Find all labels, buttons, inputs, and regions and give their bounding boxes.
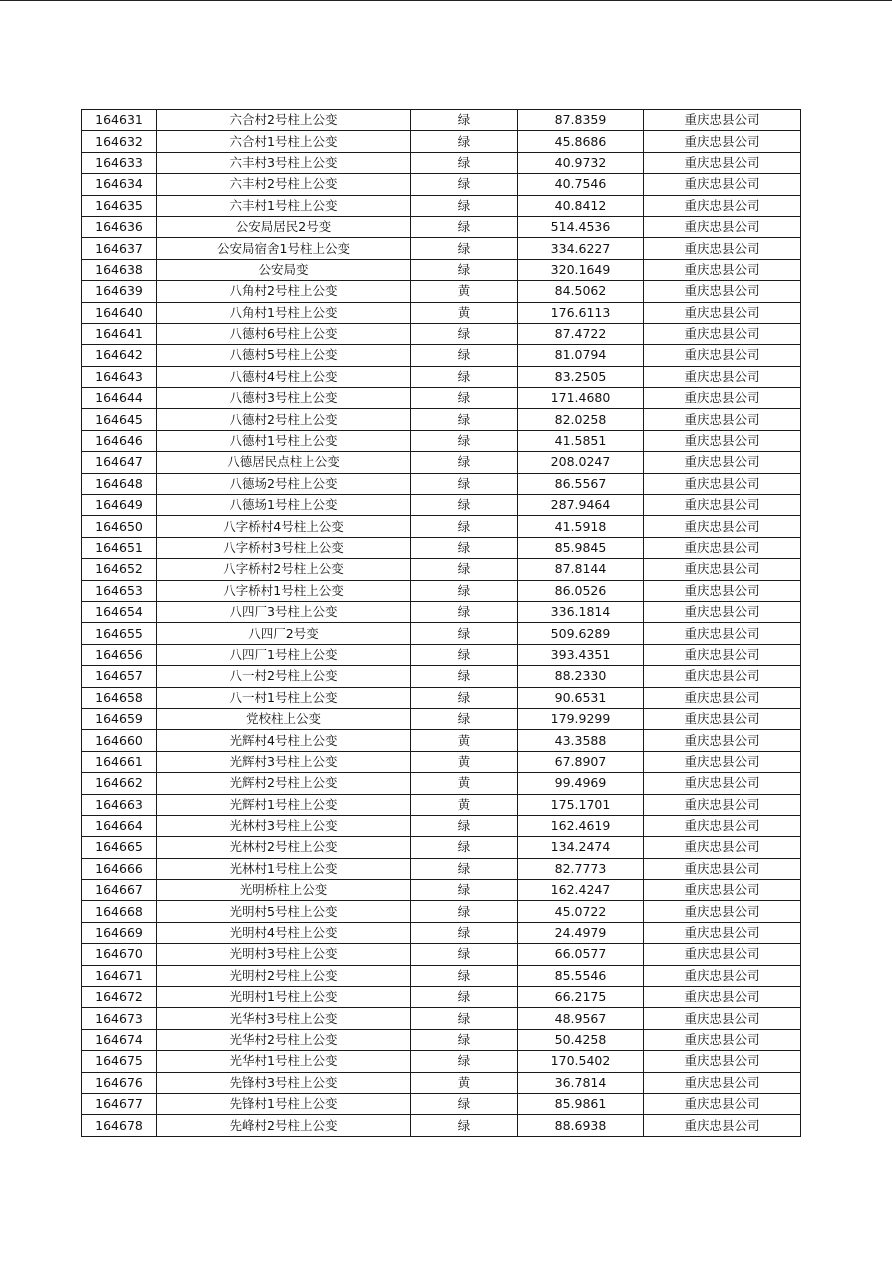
value-cell: 320.1649 [518,259,644,280]
table-row [82,1008,801,1029]
row-id-cell: 164677 [82,1093,157,1114]
transformer-name-cell: 六丰村3号柱上公变 [157,152,411,173]
transformer-name-cell: 八字桥村2号柱上公变 [157,559,411,580]
value-cell: 66.2175 [518,987,644,1008]
company-cell: 重庆忠县公司 [644,537,801,558]
transformer-name-cell: 八四厂1号柱上公变 [157,644,411,665]
company-cell: 重庆忠县公司 [644,345,801,366]
value-cell: 175.1701 [518,794,644,815]
value-cell: 67.8907 [518,751,644,772]
transformer-name-cell: 光林村3号柱上公变 [157,815,411,836]
row-id-cell: 164676 [82,1072,157,1093]
transformer-name-cell: 八德村4号柱上公变 [157,366,411,387]
value-cell: 85.9861 [518,1093,644,1114]
value-cell: 208.0247 [518,452,644,473]
table-row [82,794,801,815]
row-id-cell: 164664 [82,815,157,836]
status-cell: 绿 [411,110,518,131]
transformer-name-cell: 八一村1号柱上公变 [157,687,411,708]
table-row [82,708,801,729]
table-row [82,495,801,516]
row-id-cell: 164636 [82,216,157,237]
table-row [82,152,801,173]
row-id-cell: 164635 [82,195,157,216]
status-cell: 绿 [411,195,518,216]
table-row [82,430,801,451]
value-cell: 171.4680 [518,388,644,409]
value-cell: 90.6531 [518,687,644,708]
table-row [82,965,801,986]
row-id-cell: 164641 [82,323,157,344]
company-cell: 重庆忠县公司 [644,259,801,280]
row-id-cell: 164667 [82,880,157,901]
row-id-cell: 164675 [82,1051,157,1072]
transformer-name-cell: 八角村1号柱上公变 [157,302,411,323]
company-cell: 重庆忠县公司 [644,1072,801,1093]
company-cell: 重庆忠县公司 [644,1051,801,1072]
table-row [82,987,801,1008]
status-cell: 黄 [411,302,518,323]
value-cell: 179.9299 [518,708,644,729]
table-row [82,238,801,259]
table-row [82,559,801,580]
status-cell: 绿 [411,987,518,1008]
table-row [82,944,801,965]
value-cell: 40.8412 [518,195,644,216]
status-cell: 绿 [411,559,518,580]
table-row [82,773,801,794]
table-row [82,216,801,237]
status-cell: 绿 [411,430,518,451]
row-id-cell: 164645 [82,409,157,430]
status-cell: 绿 [411,580,518,601]
company-cell: 重庆忠县公司 [644,730,801,751]
company-cell: 重庆忠县公司 [644,409,801,430]
transformer-name-cell: 六合村2号柱上公变 [157,110,411,131]
company-cell: 重庆忠县公司 [644,901,801,922]
row-id-cell: 164668 [82,901,157,922]
table-row [82,901,801,922]
value-cell: 87.8144 [518,559,644,580]
transformer-name-cell: 光华村3号柱上公变 [157,1008,411,1029]
company-cell: 重庆忠县公司 [644,922,801,943]
status-cell: 绿 [411,1008,518,1029]
row-id-cell: 164652 [82,559,157,580]
table-row [82,858,801,879]
table-row [82,687,801,708]
value-cell: 41.5851 [518,430,644,451]
table-row [82,751,801,772]
value-cell: 45.0722 [518,901,644,922]
transformer-name-cell: 先峰村2号柱上公变 [157,1115,411,1136]
transformer-name-cell: 光华村1号柱上公变 [157,1051,411,1072]
status-cell: 绿 [411,901,518,922]
row-id-cell: 164633 [82,152,157,173]
company-cell: 重庆忠县公司 [644,987,801,1008]
value-cell: 45.8686 [518,131,644,152]
table-row [82,409,801,430]
transformer-name-cell: 八德村5号柱上公变 [157,345,411,366]
transformer-name-cell: 八四厂3号柱上公变 [157,601,411,622]
table-body [82,110,801,1137]
table-row [82,1115,801,1136]
status-cell: 绿 [411,644,518,665]
row-id-cell: 164637 [82,238,157,259]
value-cell: 82.7773 [518,858,644,879]
table-row [82,601,801,622]
company-cell: 重庆忠县公司 [644,1029,801,1050]
row-id-cell: 164654 [82,601,157,622]
value-cell: 85.9845 [518,537,644,558]
transformer-name-cell: 八德村6号柱上公变 [157,323,411,344]
company-cell: 重庆忠县公司 [644,430,801,451]
table-row [82,174,801,195]
status-cell: 绿 [411,152,518,173]
status-cell: 绿 [411,131,518,152]
transformer-name-cell: 先锋村3号柱上公变 [157,1072,411,1093]
company-cell: 重庆忠县公司 [644,837,801,858]
transformer-name-cell: 八字桥村3号柱上公变 [157,537,411,558]
row-id-cell: 164660 [82,730,157,751]
company-cell: 重庆忠县公司 [644,174,801,195]
transformer-name-cell: 光林村1号柱上公变 [157,858,411,879]
status-cell: 绿 [411,388,518,409]
transformer-name-cell: 光明村3号柱上公变 [157,944,411,965]
transformer-name-cell: 八字桥村1号柱上公变 [157,580,411,601]
row-id-cell: 164651 [82,537,157,558]
status-cell: 绿 [411,537,518,558]
transformer-name-cell: 六丰村2号柱上公变 [157,174,411,195]
company-cell: 重庆忠县公司 [644,452,801,473]
row-id-cell: 164678 [82,1115,157,1136]
table-row [82,537,801,558]
table-row [82,110,801,131]
company-cell: 重庆忠县公司 [644,1115,801,1136]
value-cell: 162.4247 [518,880,644,901]
value-cell: 24.4979 [518,922,644,943]
table-row [82,1072,801,1093]
transformer-name-cell: 光明村1号柱上公变 [157,987,411,1008]
company-cell: 重庆忠县公司 [644,773,801,794]
transformer-name-cell: 光辉村1号柱上公变 [157,794,411,815]
row-id-cell: 164661 [82,751,157,772]
value-cell: 99.4969 [518,773,644,794]
value-cell: 81.0794 [518,345,644,366]
row-id-cell: 164648 [82,473,157,494]
company-cell: 重庆忠县公司 [644,110,801,131]
value-cell: 514.4536 [518,216,644,237]
company-cell: 重庆忠县公司 [644,858,801,879]
transformer-table [81,109,801,1137]
company-cell: 重庆忠县公司 [644,644,801,665]
company-cell: 重庆忠县公司 [644,516,801,537]
transformer-name-cell: 光明村4号柱上公变 [157,922,411,943]
row-id-cell: 164657 [82,666,157,687]
status-cell: 黄 [411,794,518,815]
value-cell: 162.4619 [518,815,644,836]
status-cell: 绿 [411,216,518,237]
row-id-cell: 164640 [82,302,157,323]
value-cell: 82.0258 [518,409,644,430]
transformer-name-cell: 光华村2号柱上公变 [157,1029,411,1050]
company-cell: 重庆忠县公司 [644,580,801,601]
row-id-cell: 164647 [82,452,157,473]
table-row [82,880,801,901]
status-cell: 绿 [411,1029,518,1050]
status-cell: 绿 [411,473,518,494]
transformer-name-cell: 光明村2号柱上公变 [157,965,411,986]
table-row [82,1029,801,1050]
row-id-cell: 164639 [82,281,157,302]
company-cell: 重庆忠县公司 [644,601,801,622]
company-cell: 重庆忠县公司 [644,708,801,729]
row-id-cell: 164665 [82,837,157,858]
status-cell: 黄 [411,773,518,794]
transformer-name-cell: 八德村3号柱上公变 [157,388,411,409]
status-cell: 黄 [411,281,518,302]
value-cell: 87.8359 [518,110,644,131]
value-cell: 48.9567 [518,1008,644,1029]
table-row [82,730,801,751]
transformer-name-cell: 八字桥村4号柱上公变 [157,516,411,537]
value-cell: 50.4258 [518,1029,644,1050]
company-cell: 重庆忠县公司 [644,815,801,836]
value-cell: 84.5062 [518,281,644,302]
row-id-cell: 164666 [82,858,157,879]
status-cell: 绿 [411,687,518,708]
transformer-name-cell: 八德居民点柱上公变 [157,452,411,473]
status-cell: 绿 [411,1093,518,1114]
value-cell: 87.4722 [518,323,644,344]
value-cell: 66.0577 [518,944,644,965]
row-id-cell: 164656 [82,644,157,665]
status-cell: 绿 [411,922,518,943]
table-row [82,302,801,323]
company-cell: 重庆忠县公司 [644,388,801,409]
table-row [82,195,801,216]
row-id-cell: 164653 [82,580,157,601]
transformer-name-cell: 公安局居民2号变 [157,216,411,237]
value-cell: 88.2330 [518,666,644,687]
table-row [82,473,801,494]
row-id-cell: 164646 [82,430,157,451]
table-row [82,366,801,387]
row-id-cell: 164634 [82,174,157,195]
table-row [82,1093,801,1114]
status-cell: 绿 [411,858,518,879]
company-cell: 重庆忠县公司 [644,302,801,323]
company-cell: 重庆忠县公司 [644,323,801,344]
value-cell: 85.5546 [518,965,644,986]
company-cell: 重庆忠县公司 [644,131,801,152]
company-cell: 重庆忠县公司 [644,687,801,708]
value-cell: 134.2474 [518,837,644,858]
value-cell: 40.9732 [518,152,644,173]
status-cell: 绿 [411,666,518,687]
value-cell: 393.4351 [518,644,644,665]
transformer-name-cell: 光辉村2号柱上公变 [157,773,411,794]
status-cell: 绿 [411,708,518,729]
status-cell: 绿 [411,174,518,195]
status-cell: 绿 [411,516,518,537]
row-id-cell: 164671 [82,965,157,986]
row-id-cell: 164670 [82,944,157,965]
company-cell: 重庆忠县公司 [644,1093,801,1114]
transformer-name-cell: 公安局变 [157,259,411,280]
company-cell: 重庆忠县公司 [644,666,801,687]
transformer-name-cell: 光辉村3号柱上公变 [157,751,411,772]
row-id-cell: 164662 [82,773,157,794]
transformer-name-cell: 八角村2号柱上公变 [157,281,411,302]
status-cell: 绿 [411,495,518,516]
row-id-cell: 164642 [82,345,157,366]
value-cell: 509.6289 [518,623,644,644]
row-id-cell: 164638 [82,259,157,280]
value-cell: 41.5918 [518,516,644,537]
row-id-cell: 164659 [82,708,157,729]
value-cell: 88.6938 [518,1115,644,1136]
status-cell: 黄 [411,1072,518,1093]
row-id-cell: 164663 [82,794,157,815]
transformer-name-cell: 先锋村1号柱上公变 [157,1093,411,1114]
status-cell: 绿 [411,323,518,344]
company-cell: 重庆忠县公司 [644,473,801,494]
row-id-cell: 164672 [82,987,157,1008]
transformer-name-cell: 八德场2号柱上公变 [157,473,411,494]
table-row [82,666,801,687]
document-page [0,1,892,1262]
value-cell: 36.7814 [518,1072,644,1093]
transformer-name-cell: 六合村1号柱上公变 [157,131,411,152]
company-cell: 重庆忠县公司 [644,880,801,901]
company-cell: 重庆忠县公司 [644,281,801,302]
company-cell: 重庆忠县公司 [644,623,801,644]
company-cell: 重庆忠县公司 [644,944,801,965]
status-cell: 绿 [411,837,518,858]
table-row [82,815,801,836]
value-cell: 287.9464 [518,495,644,516]
row-id-cell: 164650 [82,516,157,537]
table-row [82,131,801,152]
status-cell: 绿 [411,238,518,259]
company-cell: 重庆忠县公司 [644,965,801,986]
status-cell: 黄 [411,730,518,751]
table-row [82,623,801,644]
transformer-name-cell: 八德村1号柱上公变 [157,430,411,451]
transformer-name-cell: 光林村2号柱上公变 [157,837,411,858]
transformer-name-cell: 六丰村1号柱上公变 [157,195,411,216]
transformer-name-cell: 公安局宿舍1号柱上公变 [157,238,411,259]
transformer-name-cell: 八一村2号柱上公变 [157,666,411,687]
status-cell: 绿 [411,601,518,622]
transformer-name-cell: 光明村5号柱上公变 [157,901,411,922]
table-row [82,922,801,943]
value-cell: 336.1814 [518,601,644,622]
status-cell: 绿 [411,815,518,836]
row-id-cell: 164649 [82,495,157,516]
status-cell: 绿 [411,366,518,387]
status-cell: 绿 [411,452,518,473]
status-cell: 绿 [411,965,518,986]
row-id-cell: 164644 [82,388,157,409]
company-cell: 重庆忠县公司 [644,559,801,580]
value-cell: 176.6113 [518,302,644,323]
status-cell: 绿 [411,345,518,366]
table-row [82,580,801,601]
status-cell: 绿 [411,880,518,901]
value-cell: 86.0526 [518,580,644,601]
company-cell: 重庆忠县公司 [644,794,801,815]
company-cell: 重庆忠县公司 [644,495,801,516]
transformer-name-cell: 八四厂2号变 [157,623,411,644]
table-row [82,452,801,473]
table-row [82,837,801,858]
value-cell: 86.5567 [518,473,644,494]
transformer-name-cell: 光辉村4号柱上公变 [157,730,411,751]
table-row [82,345,801,366]
status-cell: 绿 [411,623,518,644]
transformer-name-cell: 八德村2号柱上公变 [157,409,411,430]
value-cell: 334.6227 [518,238,644,259]
company-cell: 重庆忠县公司 [644,216,801,237]
row-id-cell: 164673 [82,1008,157,1029]
table-row [82,516,801,537]
table-row [82,1051,801,1072]
row-id-cell: 164632 [82,131,157,152]
value-cell: 43.3588 [518,730,644,751]
status-cell: 绿 [411,944,518,965]
company-cell: 重庆忠县公司 [644,195,801,216]
row-id-cell: 164674 [82,1029,157,1050]
value-cell: 40.7546 [518,174,644,195]
status-cell: 黄 [411,751,518,772]
status-cell: 绿 [411,409,518,430]
row-id-cell: 164655 [82,623,157,644]
row-id-cell: 164643 [82,366,157,387]
company-cell: 重庆忠县公司 [644,152,801,173]
status-cell: 绿 [411,259,518,280]
company-cell: 重庆忠县公司 [644,1008,801,1029]
status-cell: 绿 [411,1115,518,1136]
transformer-name-cell: 党校柱上公变 [157,708,411,729]
transformer-name-cell: 光明桥柱上公变 [157,880,411,901]
table-row [82,323,801,344]
table-row [82,259,801,280]
table-row [82,644,801,665]
transformer-name-cell: 八德场1号柱上公变 [157,495,411,516]
status-cell: 绿 [411,1051,518,1072]
company-cell: 重庆忠县公司 [644,751,801,772]
company-cell: 重庆忠县公司 [644,366,801,387]
row-id-cell: 164669 [82,922,157,943]
value-cell: 170.5402 [518,1051,644,1072]
company-cell: 重庆忠县公司 [644,238,801,259]
row-id-cell: 164658 [82,687,157,708]
value-cell: 83.2505 [518,366,644,387]
table-row [82,388,801,409]
row-id-cell: 164631 [82,110,157,131]
table-row [82,281,801,302]
